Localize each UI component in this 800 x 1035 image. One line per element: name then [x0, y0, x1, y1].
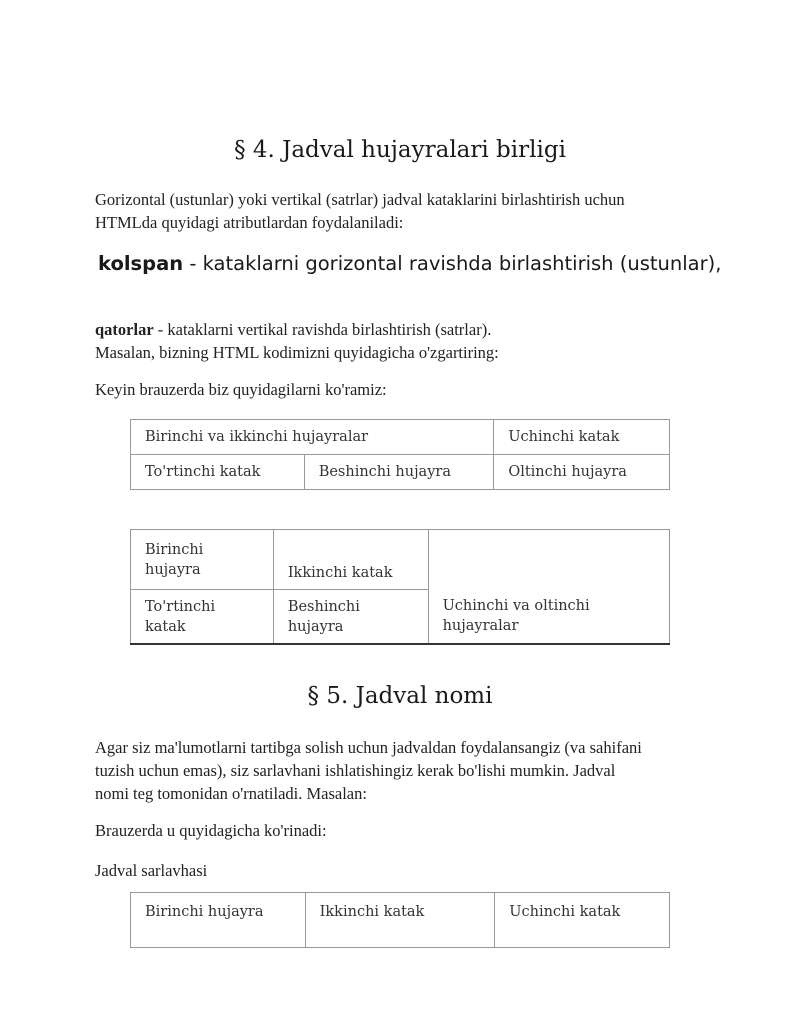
table-cell: Oltinchi hujayra — [494, 455, 670, 490]
table-cell — [273, 590, 428, 645]
browser-intro: Keyin brauzerda biz quyidagilarni ko'ramiz: — [95, 380, 387, 399]
example-instruction: Masalan, bizning HTML kodimizni quyidagicha o'zgartiring: — [95, 343, 499, 362]
table-cell: Uchinchi katak — [494, 420, 670, 455]
cell-line: Uchinchi va oltinchi — [442, 598, 590, 615]
paragraph-line: Agar siz ma'lumotlarni tartibga solish uchun jadvaldan foydalansangiz (va sahifani — [95, 738, 642, 757]
table-row — [131, 530, 670, 590]
intro-line-2: HTMLda quyidagi atributlardan foydalaniladi: — [95, 213, 404, 232]
table-cell — [131, 590, 274, 645]
cell-line: To'rtinchi — [145, 598, 216, 615]
table-cell — [428, 590, 669, 645]
kolspan-description: - kataklarni gorizontal ravishda birlashtirish (ustunlar), — [183, 252, 722, 275]
table-cell: Birinchi va ikkinchi hujayralar — [131, 420, 494, 455]
cell-line: katak — [145, 618, 186, 635]
cell-line: Birinchi — [145, 541, 204, 558]
table-row — [131, 455, 670, 490]
qatorlar-term: qatorlar — [95, 320, 154, 339]
table-row — [131, 893, 670, 948]
colspan-example-table — [130, 419, 670, 490]
table-cell — [131, 530, 274, 590]
section-5-title: § 5. Jadval nomi — [307, 683, 493, 709]
kolspan-definition — [98, 252, 721, 275]
empty-cell — [428, 530, 669, 590]
paragraph-line: tuzish uchun emas), siz sarlavhani ishlatishingiz kerak bo'lishi mumkin. Jadval — [95, 761, 616, 780]
cell-line: hujayra — [145, 561, 201, 578]
rowspan-example-table — [130, 529, 670, 645]
table-caption: Jadval sarlavhasi — [95, 861, 208, 880]
browser-view-intro: Brauzerda u quyidagicha ko'rinadi: — [95, 821, 327, 840]
table-cell: Ikkinchi katak — [305, 893, 495, 948]
table-cell: Beshinchi hujayra — [304, 455, 494, 490]
intro-line-1: Gorizontal (ustunlar) yoki vertikal (satrlar) jadval kataklarini birlashtirish uchun — [95, 190, 625, 209]
section-4-intro — [95, 188, 715, 234]
table-cell: Uchinchi katak — [495, 893, 670, 948]
table-row — [131, 420, 670, 455]
qatorlar-definition — [95, 318, 715, 364]
table-row — [131, 590, 670, 645]
section-5-paragraph — [95, 736, 715, 805]
table-cell: Birinchi hujayra — [131, 893, 306, 948]
cell-line: hujayra — [287, 618, 344, 635]
section-4-title: § 4. Jadval hujayralari birligi — [234, 137, 566, 163]
cell-line: Beshinchi — [287, 598, 360, 615]
caption-example-table — [130, 892, 670, 948]
cell-line: hujayralar — [442, 618, 519, 635]
table-cell: To'rtinchi katak — [131, 455, 305, 490]
table-cell: Ikkinchi katak — [273, 530, 428, 590]
paragraph-line: nomi teg tomonidan o'rnatiladi. Masalan: — [95, 784, 367, 803]
kolspan-term: kolspan — [98, 252, 184, 275]
qatorlar-description: - kataklarni vertikal ravishda birlashtirish (satrlar). — [153, 320, 492, 339]
